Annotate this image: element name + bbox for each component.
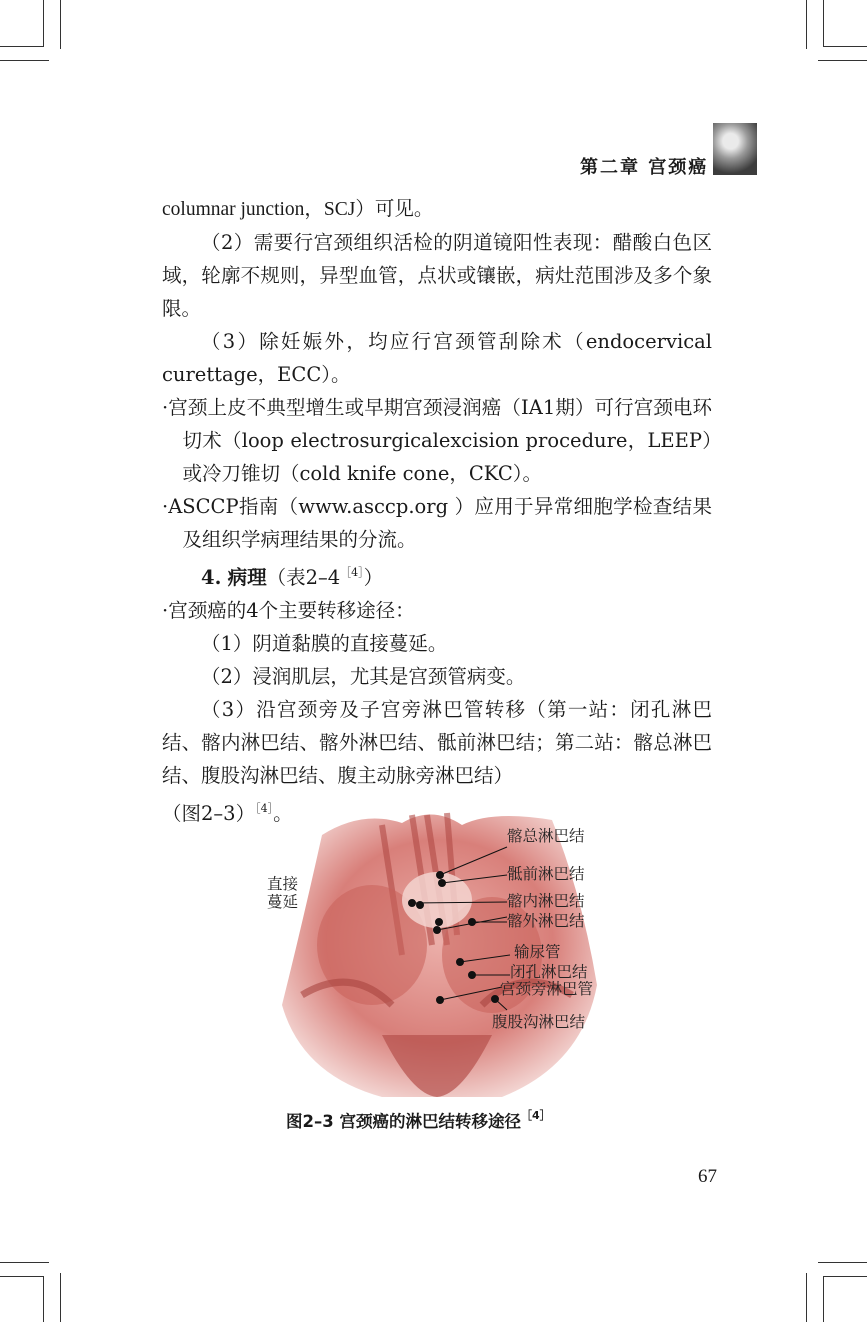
page-number: 67 [698, 1166, 717, 1187]
lymph-node-figure [262, 805, 612, 1100]
paragraph: （2）需要行宫颈组织活检的阴道镜阳性表现：醋酸白色区域，轮廓不规则，异型血管，点状或镶嵌，病灶范围涉及多个象限。 [162, 231, 712, 320]
period: 。 [273, 802, 293, 825]
paragraph: （3）沿宫颈旁及子宫旁淋巴管转移（第一站：闭孔淋巴结、髂内淋巴结、髂外淋巴结、骶前淋巴结；第二站：髂总淋巴结、腹股沟淋巴结、腹主动脉旁淋巴结） [162, 698, 712, 787]
label-parametrial-lymphatics: 宫颈旁淋巴管 [500, 980, 594, 998]
label-direct-spread-1: 直接 [267, 875, 299, 893]
table-reference: （表2–4 [266, 566, 341, 589]
figure-ref-text: （图2–3） [162, 802, 256, 825]
label-presacral: 骶前淋巴结 [507, 865, 585, 883]
paren-close: ） [363, 566, 384, 589]
citation: ［4］ [520, 1109, 551, 1122]
bullet-paragraph: ·宫颈癌的4个主要转移途径： [162, 599, 415, 622]
section-number: 4. [201, 566, 222, 589]
paragraph: columnar junction，SCJ）可见。 [162, 199, 434, 220]
section-heading [162, 556, 712, 594]
chapter-header: 第二章 宫颈癌 [580, 157, 709, 178]
paragraph: （3）除妊娠外，均应行宫颈管刮除术（endocervical curettage，ECC）。 [162, 330, 712, 386]
label-common-iliac: 髂总淋巴结 [507, 827, 585, 845]
figure-caption [286, 1107, 551, 1132]
paragraph: （2）浸润肌层，尤其是宫颈管病变。 [201, 665, 526, 688]
citation: ［4］ [255, 802, 274, 815]
body-text [162, 193, 712, 830]
label-internal-iliac: 髂内淋巴结 [507, 892, 585, 910]
citation: ［4］ [340, 566, 364, 579]
section-title: 病理 [227, 566, 267, 589]
label-ureter: 输尿管 [514, 943, 561, 961]
bullet-paragraph: ·ASCCP指南（www.asccp.org ）应用于异常细胞学检查结果及组织学病理结果的分流。 [162, 495, 712, 551]
paragraph: （1）阴道黏膜的直接蔓延。 [201, 632, 448, 655]
caption-text: 图2–3 宫颈癌的淋巴结转移途径 [286, 1112, 521, 1131]
label-obturator: 闭孔淋巴结 [510, 963, 588, 981]
header-flower-photo [713, 123, 757, 175]
label-direct-spread-2: 蔓延 [267, 893, 299, 911]
label-inguinal: 腹股沟淋巴结 [492, 1013, 586, 1031]
label-external-iliac: 髂外淋巴结 [507, 912, 585, 930]
bullet-paragraph: ·宫颈上皮不典型增生或早期宫颈浸润癌（ⅠA1期）可行宫颈电环切术（loop electrosurgicalexcision procedure，LEEP）或冷刀锥切（cold knife cone，CKC）。 [162, 396, 712, 485]
